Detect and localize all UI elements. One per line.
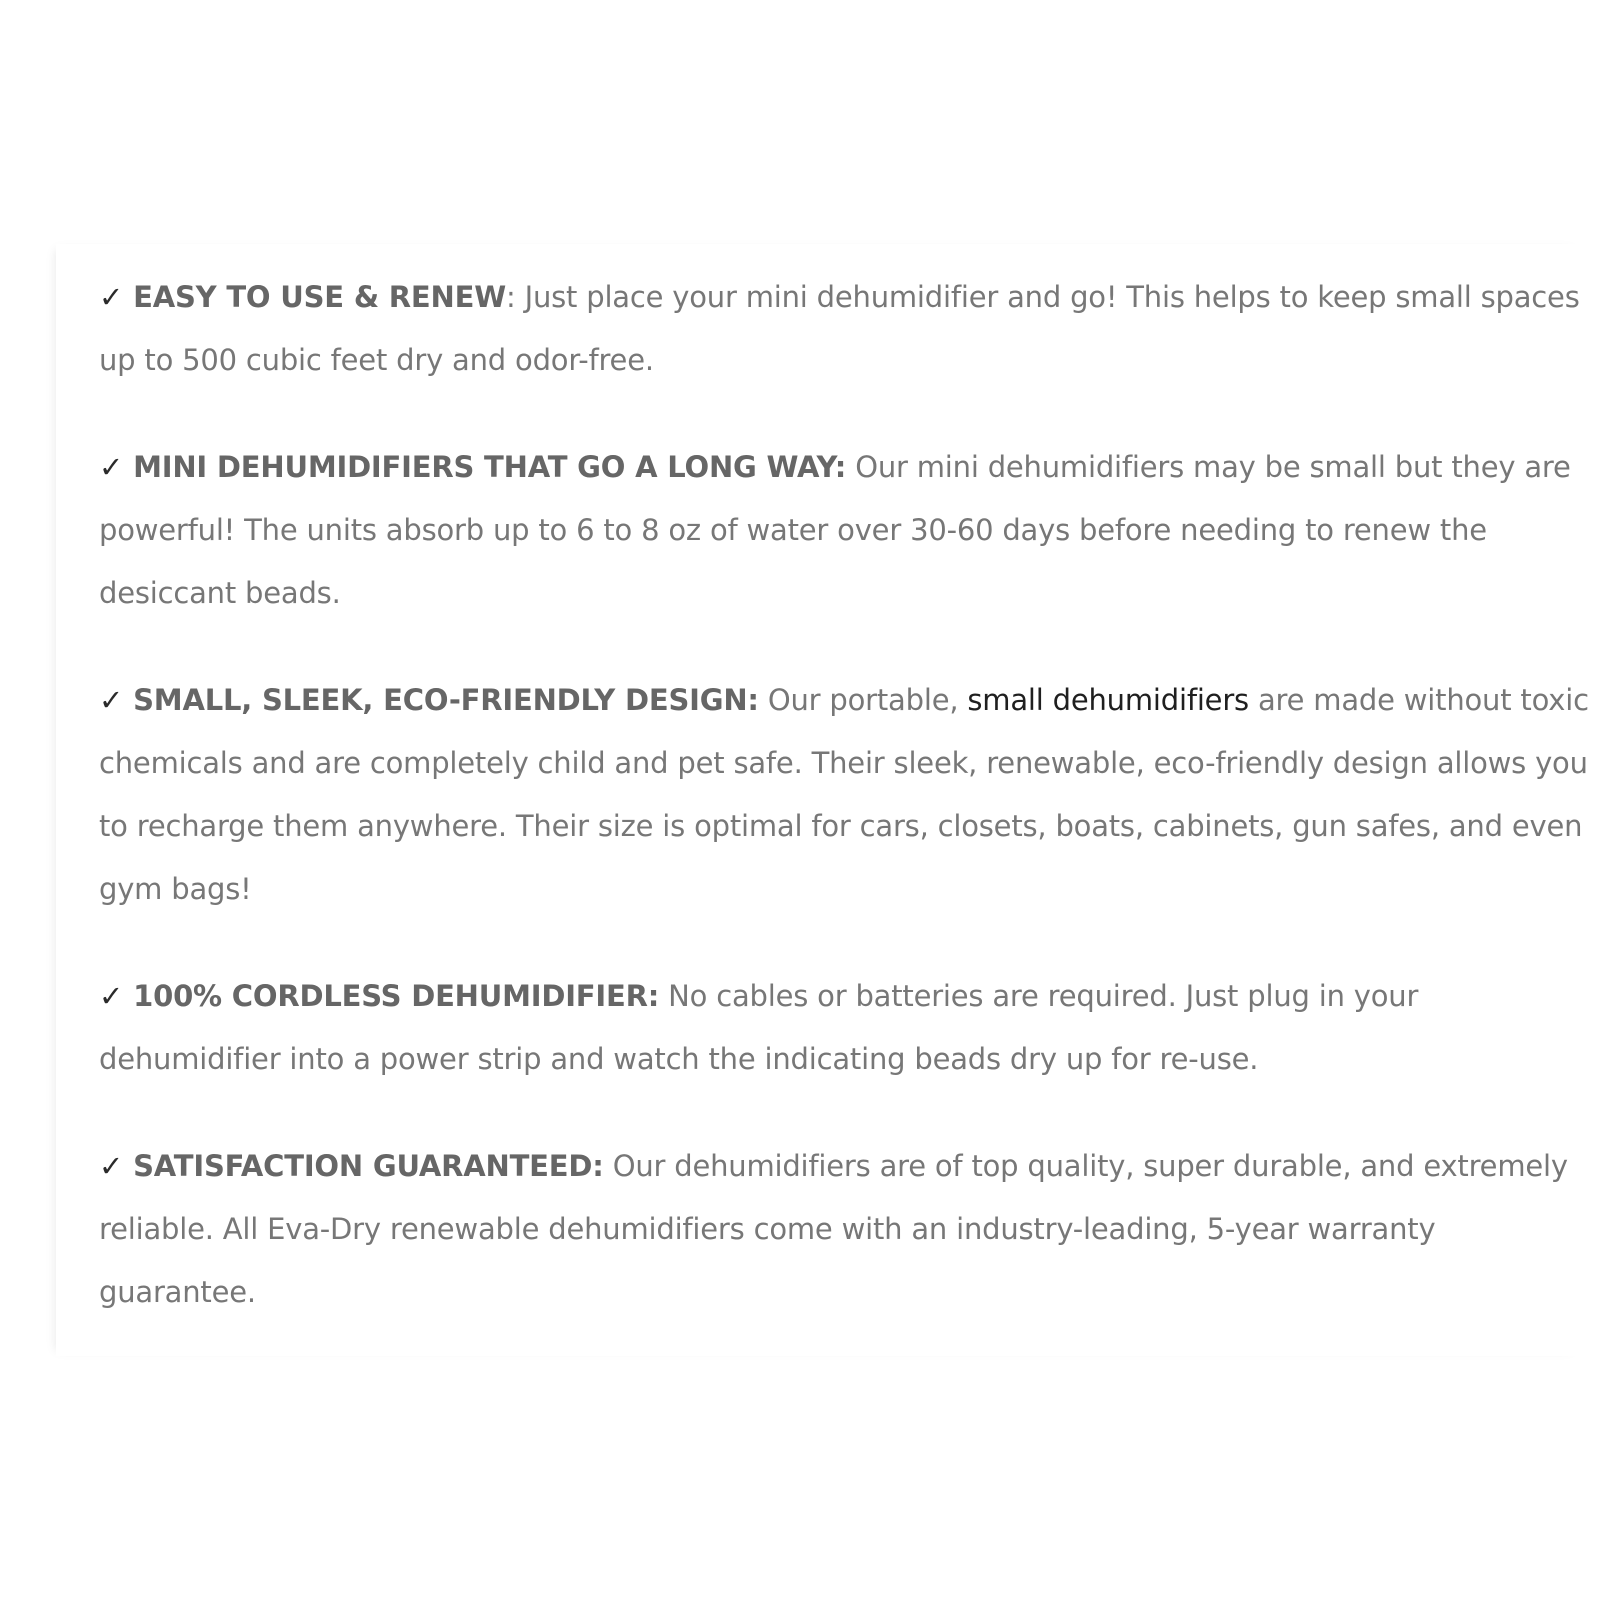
- checkmark-icon: ✓: [99, 450, 124, 484]
- feature-list: [99, 266, 1589, 1368]
- feature-heading: MINI DEHUMIDIFIERS THAT GO A LONG WAY:: [133, 450, 847, 484]
- feature-easy-to-use: [99, 266, 1589, 392]
- feature-mini-dehumidifiers: [99, 436, 1589, 625]
- small-dehumidifiers-link[interactable]: small dehumidifiers: [967, 683, 1249, 717]
- checkmark-icon: ✓: [99, 280, 124, 314]
- feature-text: Our mini dehumidifiers may be small but they are powerful! The units absorb up to 6 to 8 oz of water over 30-60 days before needing to renew the desiccant beads.: [99, 450, 1571, 610]
- checkmark-icon: ✓: [99, 979, 124, 1013]
- checkmark-icon: ✓: [99, 683, 124, 717]
- feature-heading: EASY TO USE & RENEW: [133, 280, 507, 314]
- feature-text: Our portable,: [758, 683, 968, 717]
- feature-heading: 100% CORDLESS DEHUMIDIFIER:: [133, 979, 660, 1013]
- feature-cordless: [99, 965, 1589, 1091]
- feature-eco-friendly-design: [99, 669, 1589, 921]
- feature-heading: SMALL, SLEEK, ECO-FRIENDLY DESIGN:: [133, 683, 759, 717]
- feature-text: Our dehumidifiers are of top quality, super durable, and extremely reliable. All Eva-Dry renewable dehumidifiers come with an industry-leading, 5-year warranty guarantee.: [99, 1149, 1568, 1309]
- feature-text-continued: are made without toxic chemicals and are completely child and pet safe. Their sleek, renewable, eco-friendly design allows you to recharge them anywhere. Their size is optimal for cars, closets, boats, cabinets, gun safes, and even gym bags!: [99, 683, 1589, 906]
- feature-text: No cables or batteries are required. Just plug in your dehumidifier into a power strip and watch the indicating beads dry up for re-use.: [99, 979, 1419, 1076]
- feature-heading: SATISFACTION GUARANTEED:: [133, 1149, 604, 1183]
- feature-text: : Just place your mini dehumidifier and go! This helps to keep small spaces up to 500 cubic feet dry and odor-free.: [99, 280, 1580, 377]
- feature-satisfaction-guaranteed: [99, 1135, 1589, 1324]
- checkmark-icon: ✓: [99, 1149, 124, 1183]
